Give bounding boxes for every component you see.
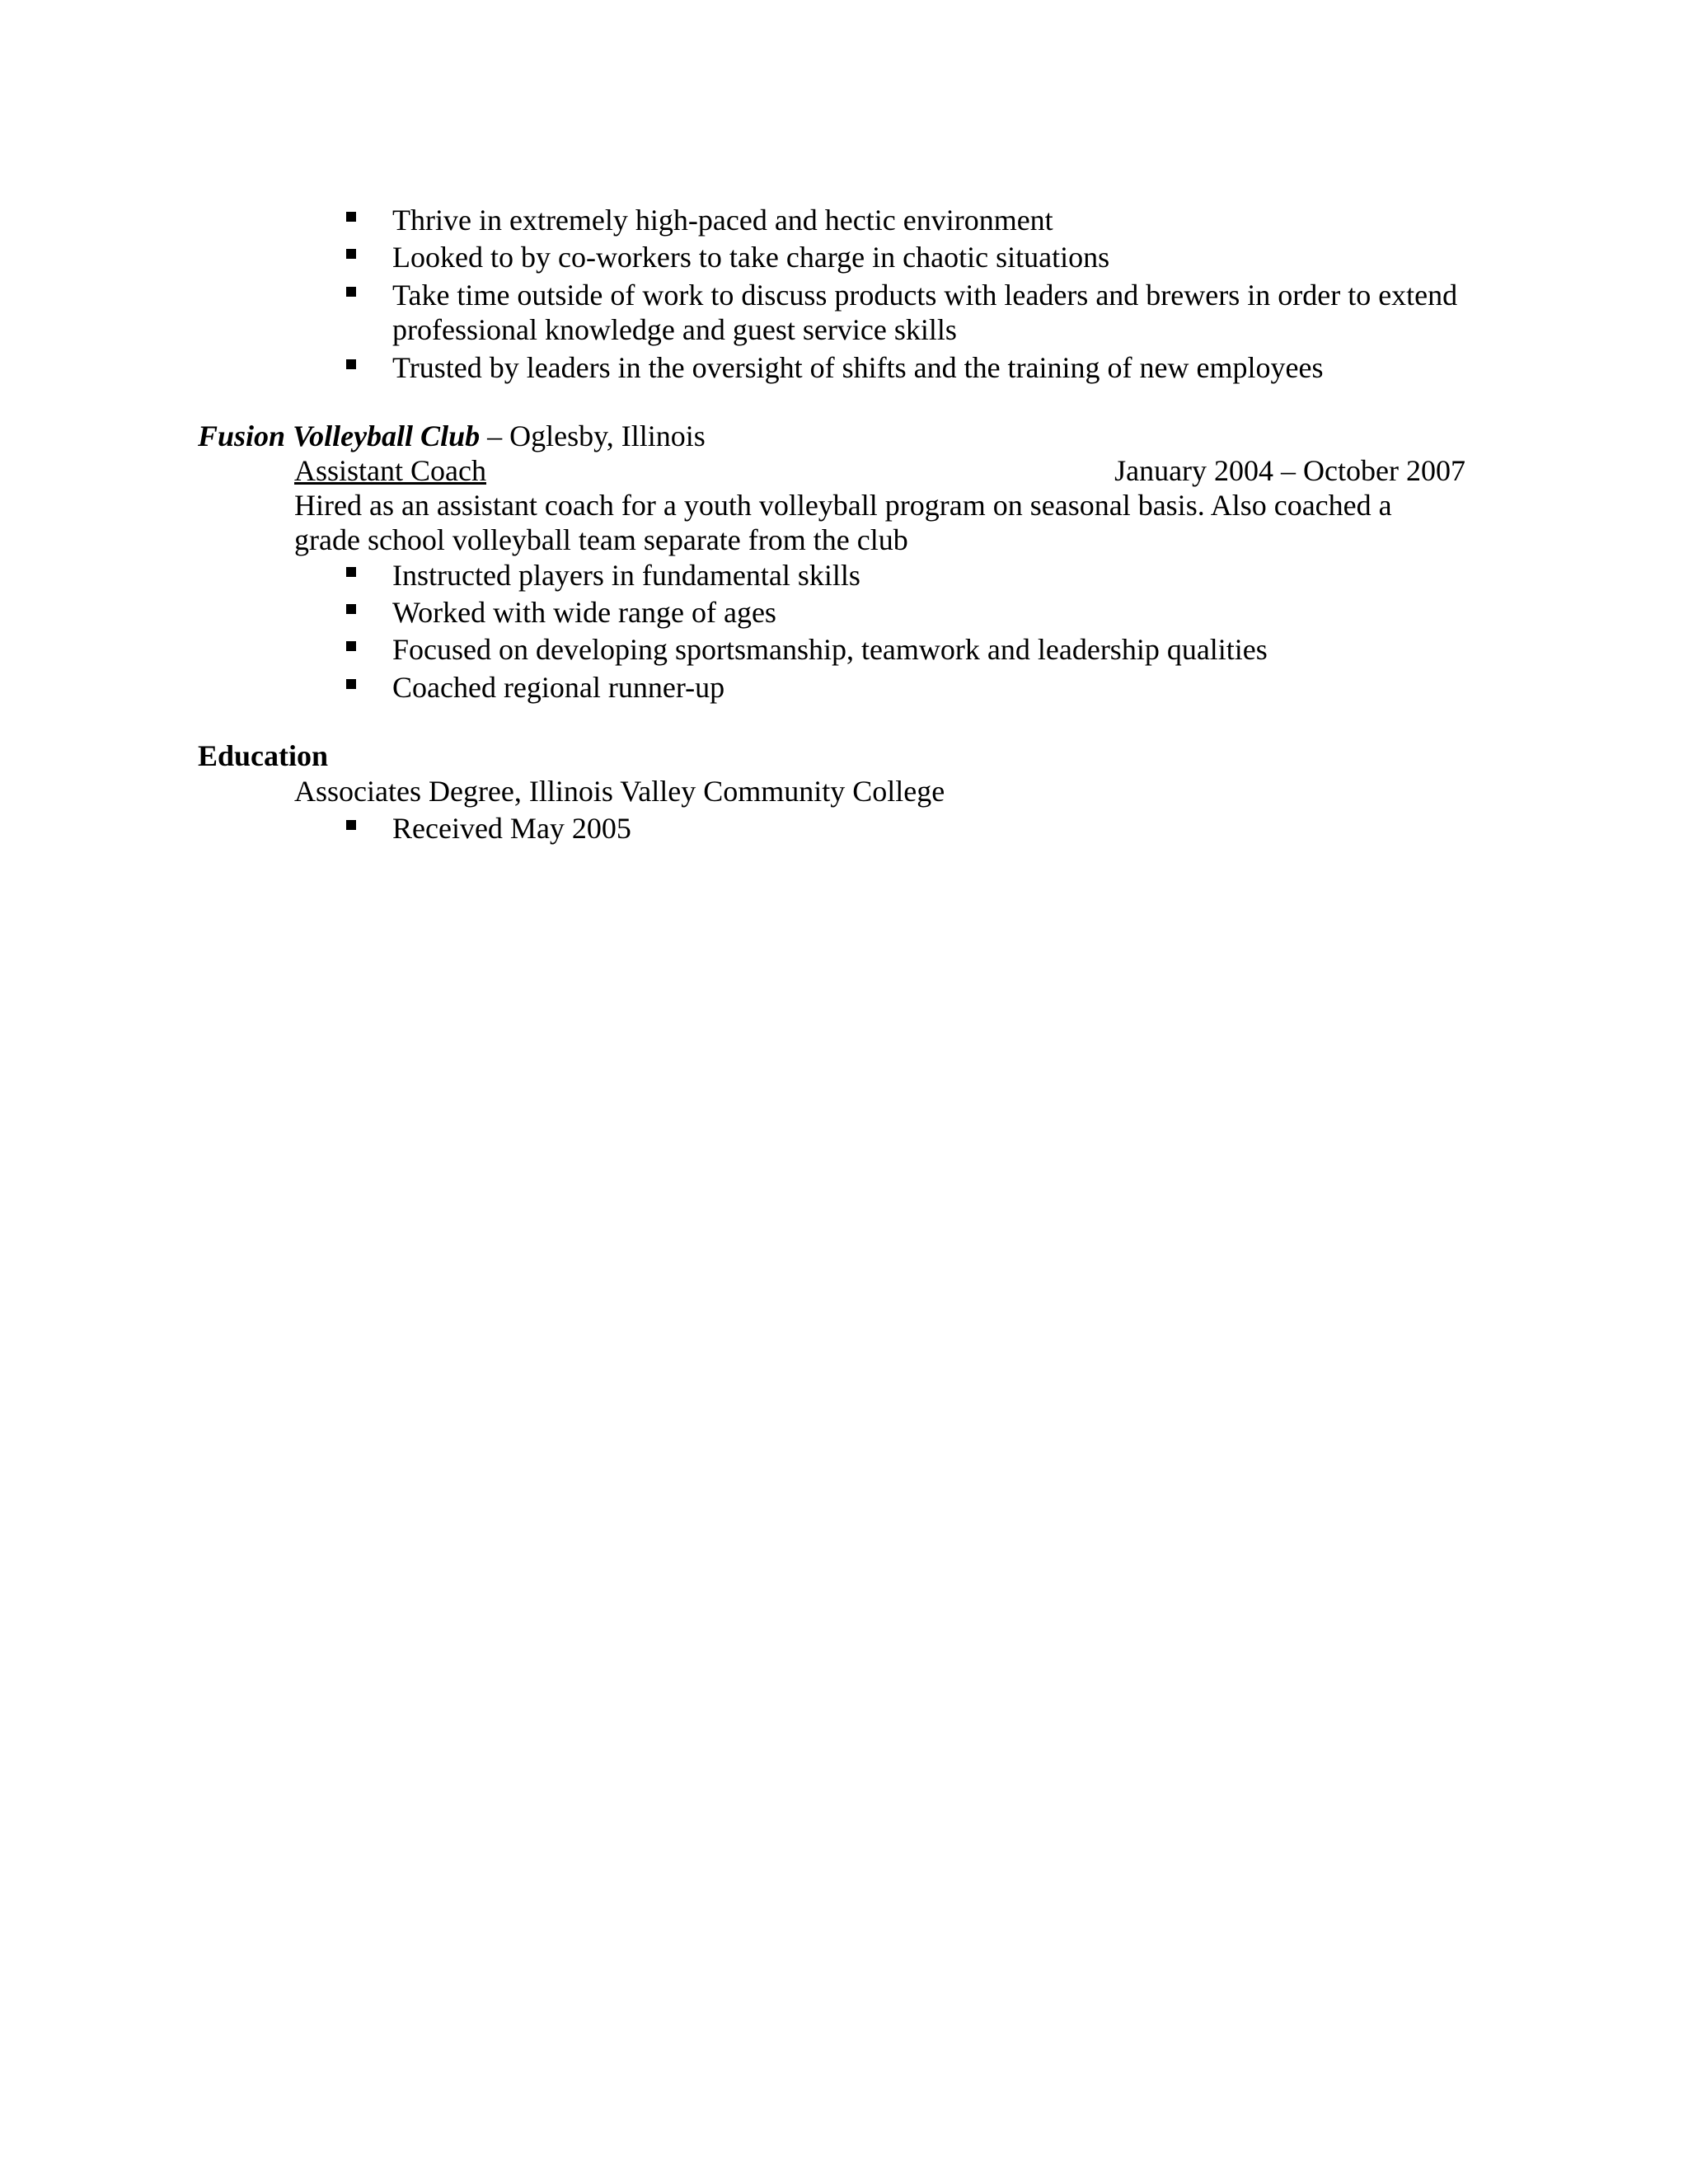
list-item-continuation: professional knowledge and guest service skills [392,313,957,346]
list-item: Worked with wide range of ages [392,596,776,629]
job-description-line: grade school volleyball team separate from the club [294,523,908,556]
list-item: Thrive in extremely high-paced and hectic environment [392,204,1053,237]
list-item: Take time outside of work to discuss products with leaders and brewers in order to extend [392,279,1458,312]
list-item: Coached regional runner-up [392,671,725,704]
bullet-icon [346,359,356,369]
bullet-icon [346,287,356,297]
bullet-icon [346,641,356,651]
bullet-icon [346,820,356,830]
job-heading [198,421,706,451]
list-item: Looked to by co-workers to take charge in chaotic situations [392,241,1110,274]
job-dates: January 2004 – October 2007 [1114,454,1465,487]
list-item: Instructed players in fundamental skills [392,559,860,592]
company-location: – Oglesby, Illinois [480,419,706,452]
bullet-icon [346,567,356,577]
degree-line: Associates Degree, Illinois Valley Community College [294,775,945,808]
job-title: Assistant Coach [294,454,486,487]
bullet-icon [346,249,356,259]
job-description-line: Hired as an assistant coach for a youth volleyball program on seasonal basis. Also coached a [294,489,1392,522]
bullet-icon [346,679,356,689]
list-item: Received May 2005 [392,812,631,845]
section-heading: Education [198,739,329,772]
list-item: Trusted by leaders in the oversight of shifts and the training of new employees [392,351,1324,384]
bullet-icon [346,604,356,614]
company-name: Fusion Volleyball Club [198,419,481,452]
list-item: Focused on developing sportsmanship, teamwork and leadership qualities [392,633,1268,666]
bullet-icon [346,212,356,222]
